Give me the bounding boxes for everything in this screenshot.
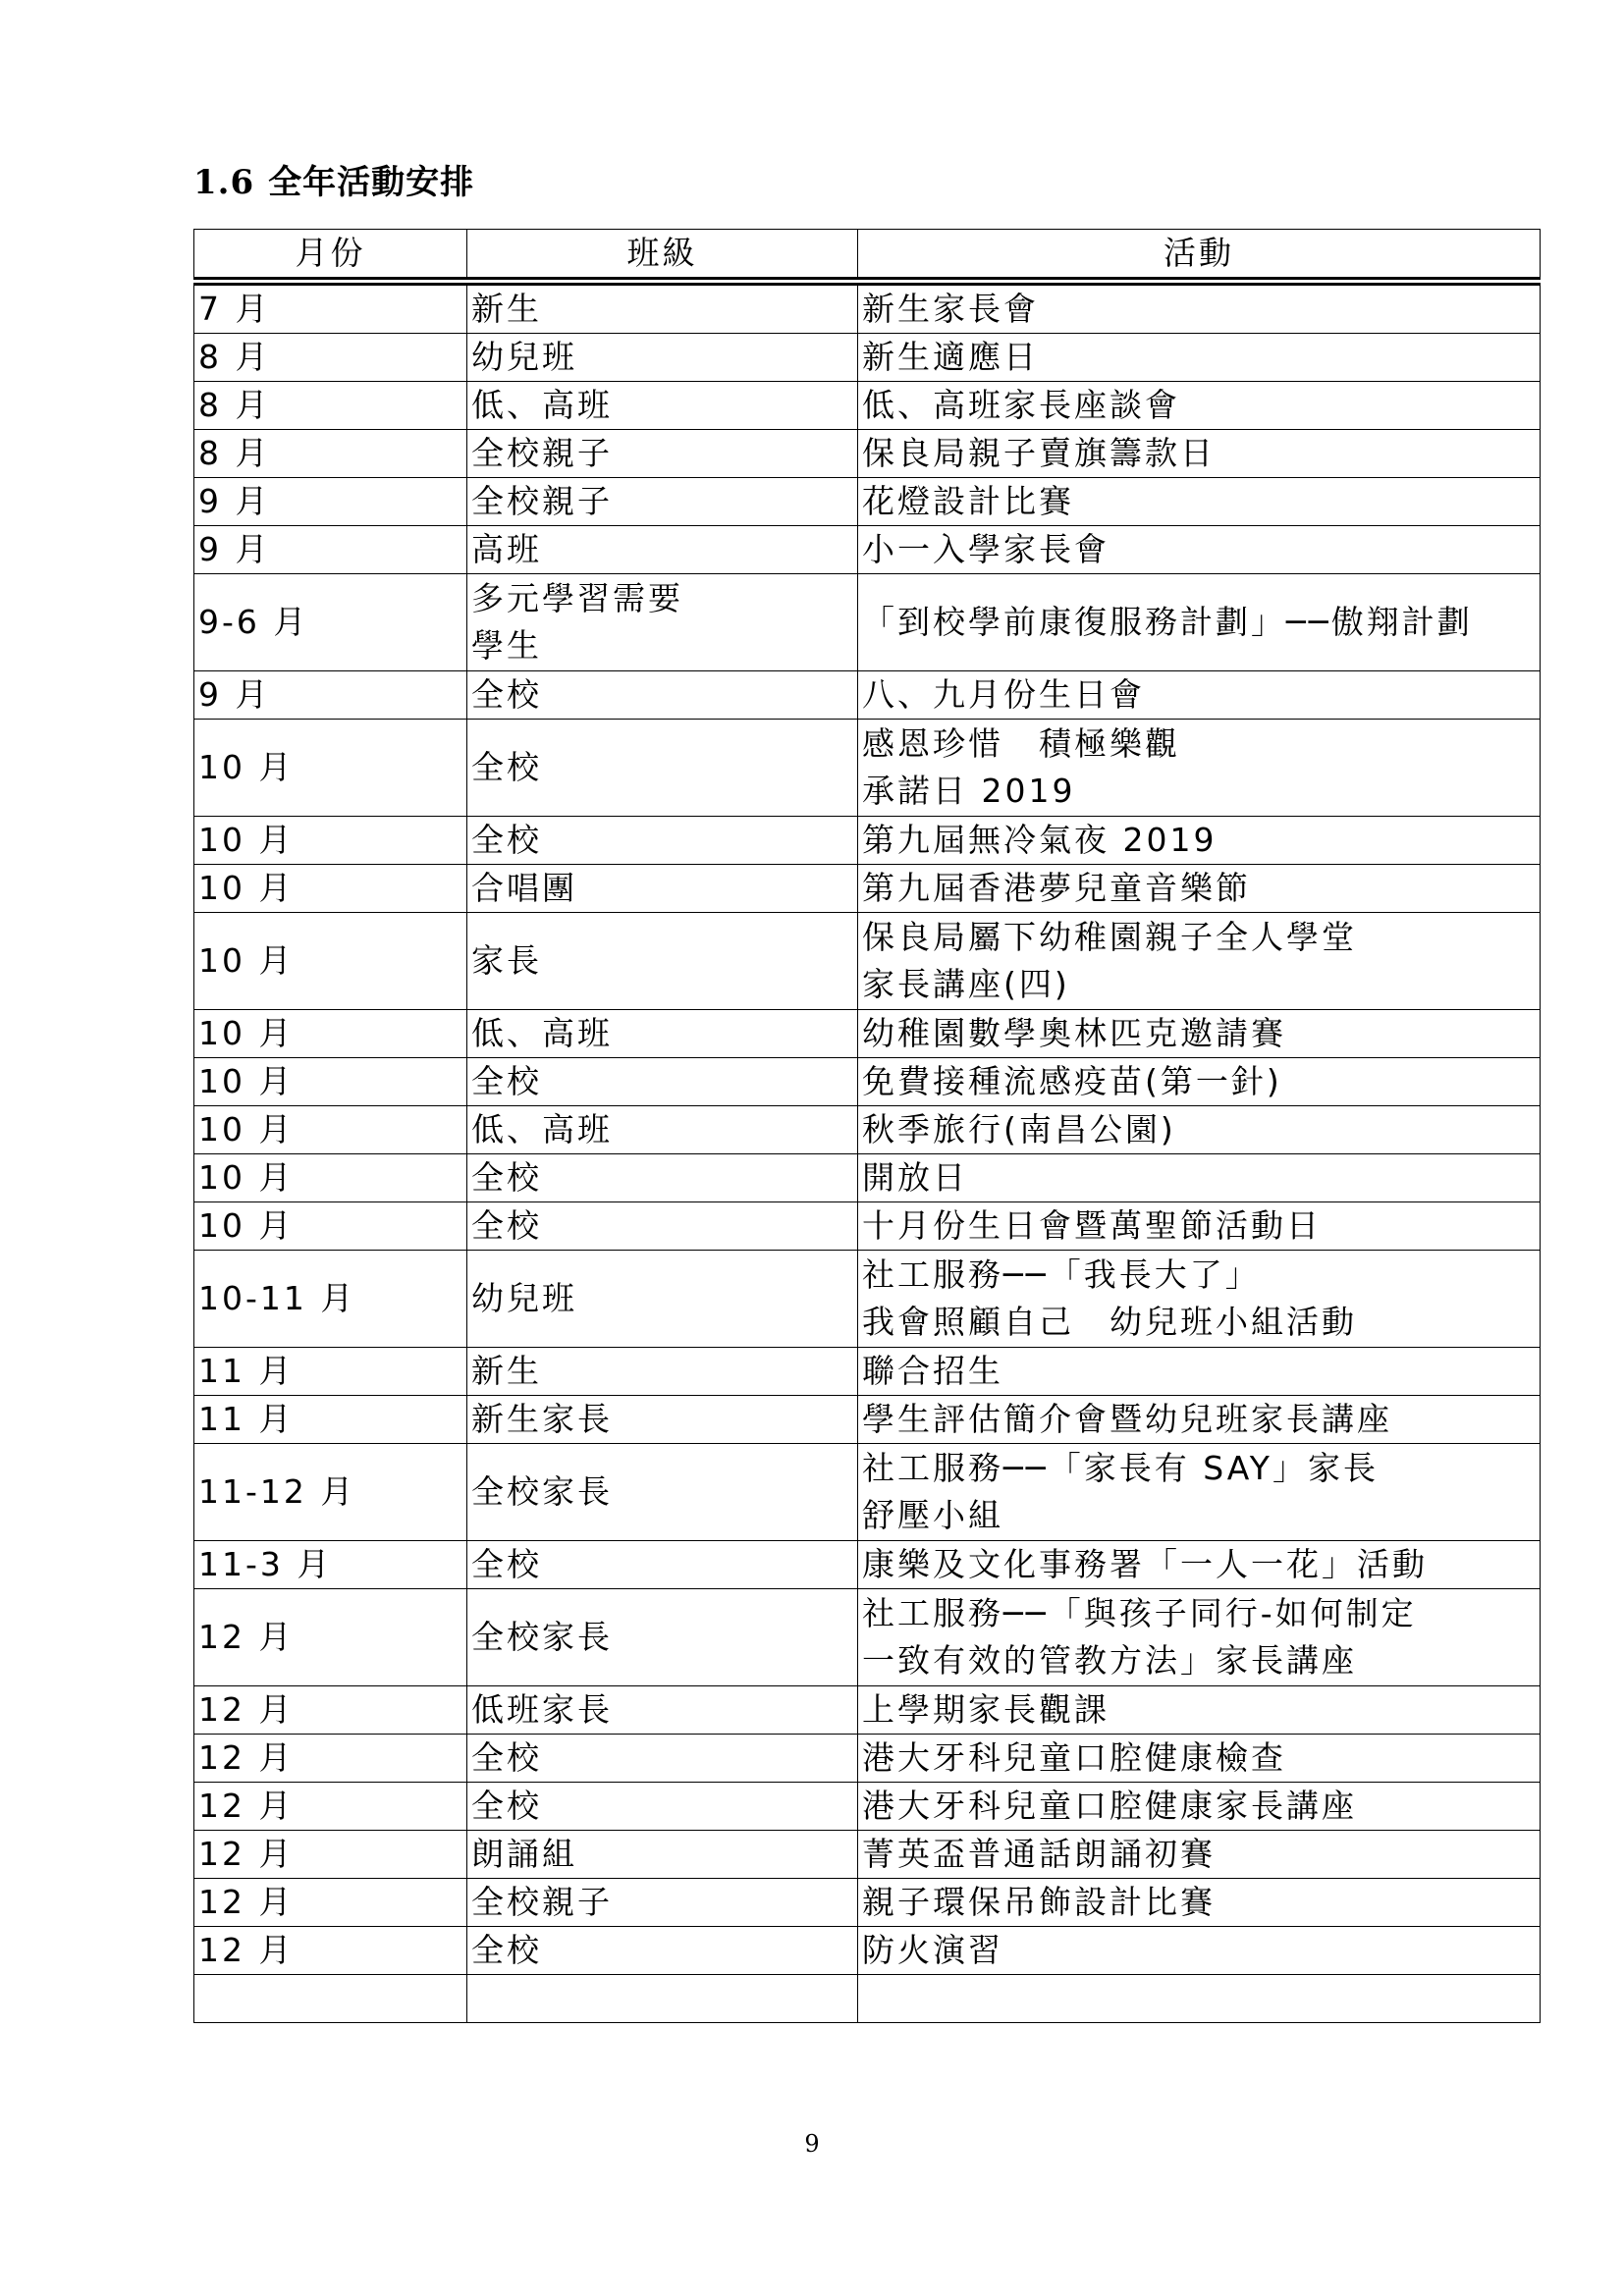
- cell-class: [467, 1010, 858, 1058]
- table-row: [194, 430, 1541, 478]
- table-row: [194, 913, 1541, 1010]
- cell-activity: [858, 1058, 1541, 1106]
- cell-month: 10 月: [194, 1010, 467, 1058]
- activity-line: 一致有效的管教方法」家長講座: [862, 1641, 1357, 1680]
- cell-month: 10 月: [194, 913, 467, 1010]
- cell-month: 11-3 月: [194, 1541, 467, 1589]
- cell-class: [467, 1541, 858, 1589]
- activity-line: 社工服務──「我長大了」: [862, 1255, 1261, 1294]
- cell-activity: [858, 1541, 1541, 1589]
- activity-line: 康樂及文化事務署「一人一花」活動: [862, 1545, 1428, 1583]
- activity-line: 家長講座(四): [862, 965, 1070, 1003]
- activity-line: 低、高班家長座談會: [862, 386, 1180, 424]
- table-row: [194, 720, 1541, 817]
- class-line: 全校親子: [471, 434, 613, 472]
- header-month: 月份: [194, 230, 467, 282]
- class-line: 家長: [471, 941, 542, 980]
- section-number: 1.6: [193, 163, 255, 202]
- activity-line: 我會照顧自己 幼兒班小組活動: [862, 1303, 1357, 1341]
- activity-line: 防火演習: [862, 1931, 1003, 1969]
- cell-month: 10 月: [194, 817, 467, 865]
- class-line: 學生: [471, 626, 542, 665]
- table-row: [194, 865, 1541, 913]
- class-line: 新生: [471, 1352, 542, 1390]
- cell-class: [467, 282, 858, 334]
- table-row: [194, 1975, 1541, 2023]
- cell-activity: [858, 671, 1541, 720]
- cell-month: 9 月: [194, 526, 467, 574]
- class-line: 全校親子: [471, 1883, 613, 1921]
- cell-class: [467, 1783, 858, 1831]
- activity-line: 八、九月份生日會: [862, 675, 1145, 714]
- table-row: [194, 382, 1541, 430]
- cell-class: [467, 865, 858, 913]
- cell-class: [467, 1154, 858, 1202]
- cell-class: [467, 1975, 858, 2023]
- cell-activity: [858, 1251, 1541, 1348]
- table-row: [194, 1735, 1541, 1783]
- table-row: [194, 1154, 1541, 1202]
- activity-line: 親子環保吊飾設計比賽: [862, 1883, 1216, 1921]
- activity-line: 舒壓小組: [862, 1496, 1003, 1534]
- activity-line: 社工服務──「家長有 SAY」家長: [862, 1449, 1379, 1487]
- table-row: [194, 334, 1541, 382]
- table-row: [194, 1202, 1541, 1251]
- cell-class: [467, 1686, 858, 1735]
- table-row: [194, 526, 1541, 574]
- cell-month: 12 月: [194, 1686, 467, 1735]
- cell-month: 12 月: [194, 1735, 467, 1783]
- cell-class: [467, 720, 858, 817]
- header-row: [194, 230, 1541, 282]
- cell-month: 8 月: [194, 334, 467, 382]
- class-line: 全校: [471, 1545, 542, 1583]
- activity-line: 小一入學家長會: [862, 530, 1110, 568]
- class-line: 高班: [471, 530, 542, 568]
- cell-month: 10 月: [194, 1106, 467, 1154]
- table-row: [194, 1396, 1541, 1444]
- class-line: 新生家長: [471, 1400, 613, 1438]
- class-line: 全校: [471, 1206, 542, 1245]
- class-line: 低班家長: [471, 1690, 613, 1729]
- cell-month: 10 月: [194, 1058, 467, 1106]
- cell-month: 10 月: [194, 1202, 467, 1251]
- class-line: 全校: [471, 821, 542, 859]
- activity-line: 第九屆無冷氣夜 2019: [862, 821, 1218, 859]
- activity-line: 第九屆香港夢兒童音樂節: [862, 869, 1251, 907]
- cell-month: 9-6 月: [194, 574, 467, 671]
- cell-month: 10-11 月: [194, 1251, 467, 1348]
- activity-line: 港大牙科兒童口腔健康檢查: [862, 1738, 1286, 1777]
- header-class: 班級: [467, 230, 858, 282]
- cell-class: [467, 671, 858, 720]
- cell-activity: [858, 1735, 1541, 1783]
- cell-month: 11 月: [194, 1348, 467, 1396]
- table-row: [194, 1251, 1541, 1348]
- cell-month: 10 月: [194, 1154, 467, 1202]
- class-line: 合唱團: [471, 869, 577, 907]
- activity-line: 學生評估簡介會暨幼兒班家長講座: [862, 1400, 1392, 1438]
- class-line: 低、高班: [471, 1110, 613, 1148]
- cell-class: [467, 1348, 858, 1396]
- cell-class: [467, 1058, 858, 1106]
- activity-line: 幼稚園數學奧林匹克邀請賽: [862, 1014, 1286, 1052]
- cell-activity: [858, 1154, 1541, 1202]
- cell-activity: [858, 1831, 1541, 1879]
- cell-month: 9 月: [194, 478, 467, 526]
- table-header: [194, 230, 1541, 282]
- cell-class: [467, 1589, 858, 1686]
- cell-class: [467, 1831, 858, 1879]
- cell-month: 7 月: [194, 282, 467, 334]
- table-row: [194, 1831, 1541, 1879]
- cell-activity: [858, 1010, 1541, 1058]
- cell-month: 10 月: [194, 865, 467, 913]
- cell-class: [467, 1735, 858, 1783]
- table-row: [194, 1348, 1541, 1396]
- table-row: [194, 1589, 1541, 1686]
- class-line: 全校: [471, 1158, 542, 1197]
- page-number: 9: [804, 2130, 820, 2158]
- cell-class: [467, 382, 858, 430]
- class-line: 全校: [471, 1787, 542, 1825]
- cell-month: 9 月: [194, 671, 467, 720]
- table-row: [194, 1541, 1541, 1589]
- cell-activity: [858, 1444, 1541, 1541]
- cell-activity: [858, 382, 1541, 430]
- section-title: 全年活動安排: [268, 163, 475, 202]
- activity-line: 秋季旅行(南昌公園): [862, 1110, 1176, 1148]
- table-body: [194, 282, 1541, 2023]
- cell-activity: [858, 865, 1541, 913]
- cell-class: [467, 1251, 858, 1348]
- cell-class: [467, 913, 858, 1010]
- table-row: [194, 817, 1541, 865]
- cell-class: [467, 334, 858, 382]
- cell-month: 8 月: [194, 430, 467, 478]
- cell-activity: [858, 1589, 1541, 1686]
- cell-month: 12 月: [194, 1927, 467, 1975]
- activity-line: 免費接種流感疫苗(第一針): [862, 1062, 1282, 1100]
- cell-activity: [858, 1975, 1541, 2023]
- class-line: 全校: [471, 748, 542, 786]
- table-row: [194, 574, 1541, 671]
- activity-line: 開放日: [862, 1158, 968, 1197]
- cell-activity: [858, 1686, 1541, 1735]
- class-line: 全校: [471, 1738, 542, 1777]
- cell-class: [467, 817, 858, 865]
- cell-activity: [858, 478, 1541, 526]
- cell-class: [467, 478, 858, 526]
- activity-line: 新生家長會: [862, 290, 1039, 328]
- cell-activity: [858, 334, 1541, 382]
- cell-class: [467, 1396, 858, 1444]
- cell-class: [467, 1106, 858, 1154]
- activity-line: 花燈設計比賽: [862, 482, 1074, 520]
- header-activity: 活動: [858, 230, 1541, 282]
- class-line: 多元學習需要: [471, 579, 683, 617]
- cell-month: 8 月: [194, 382, 467, 430]
- cell-class: [467, 574, 858, 671]
- activity-line: 感恩珍惜 積極樂觀: [862, 724, 1180, 763]
- cell-activity: [858, 1202, 1541, 1251]
- table-row: [194, 478, 1541, 526]
- cell-month: [194, 1975, 467, 2023]
- activity-line: 十月份生日會暨萬聖節活動日: [862, 1206, 1322, 1245]
- cell-class: [467, 430, 858, 478]
- activity-line: 新生適應日: [862, 338, 1039, 376]
- cell-class: [467, 526, 858, 574]
- activity-line: 上學期家長觀課: [862, 1690, 1110, 1729]
- cell-activity: [858, 526, 1541, 574]
- section-heading: [193, 155, 474, 203]
- activity-line: 承諾日 2019: [862, 772, 1076, 810]
- activity-line: 保良局親子賣旗籌款日: [862, 434, 1216, 472]
- class-line: 新生: [471, 290, 542, 328]
- table-row: [194, 1106, 1541, 1154]
- class-line: 全校家長: [471, 1618, 613, 1656]
- cell-class: [467, 1444, 858, 1541]
- cell-activity: [858, 430, 1541, 478]
- cell-class: [467, 1202, 858, 1251]
- cell-activity: [858, 1927, 1541, 1975]
- table-row: [194, 1686, 1541, 1735]
- cell-activity: [858, 913, 1541, 1010]
- class-line: 幼兒班: [471, 338, 577, 376]
- table-row: [194, 1879, 1541, 1927]
- cell-activity: [858, 282, 1541, 334]
- table-row: [194, 1010, 1541, 1058]
- cell-activity: [858, 1879, 1541, 1927]
- class-line: 全校家長: [471, 1472, 613, 1511]
- class-line: 全校: [471, 1062, 542, 1100]
- class-line: 全校: [471, 675, 542, 714]
- cell-class: [467, 1927, 858, 1975]
- cell-month: 12 月: [194, 1589, 467, 1686]
- cell-activity: [858, 1106, 1541, 1154]
- cell-month: 11 月: [194, 1396, 467, 1444]
- table-row: [194, 1927, 1541, 1975]
- table-row: [194, 1058, 1541, 1106]
- cell-month: 12 月: [194, 1879, 467, 1927]
- activity-line: 社工服務──「與孩子同行-如何制定: [862, 1594, 1417, 1632]
- class-line: 全校: [471, 1931, 542, 1969]
- class-line: 低、高班: [471, 386, 613, 424]
- cell-month: 12 月: [194, 1783, 467, 1831]
- activity-schedule-table: [193, 229, 1541, 2023]
- class-line: 低、高班: [471, 1014, 613, 1052]
- cell-activity: [858, 1396, 1541, 1444]
- class-line: 朗誦組: [471, 1835, 577, 1873]
- table-row: [194, 282, 1541, 334]
- table-row: [194, 671, 1541, 720]
- cell-activity: [858, 720, 1541, 817]
- class-line: 幼兒班: [471, 1279, 577, 1317]
- activity-line: 菁英盃普通話朗誦初賽: [862, 1835, 1216, 1873]
- activity-line: 保良局屬下幼稚園親子全人學堂: [862, 918, 1357, 956]
- cell-month: 12 月: [194, 1831, 467, 1879]
- table-row: [194, 1783, 1541, 1831]
- activity-line: 港大牙科兒童口腔健康家長講座: [862, 1787, 1357, 1825]
- cell-activity: [858, 574, 1541, 671]
- cell-activity: [858, 1348, 1541, 1396]
- class-line: 全校親子: [471, 482, 613, 520]
- cell-activity: [858, 1783, 1541, 1831]
- cell-month: 10 月: [194, 720, 467, 817]
- cell-class: [467, 1879, 858, 1927]
- activity-line: 「到校學前康復服務計劃」──傲翔計劃: [862, 603, 1473, 641]
- cell-activity: [858, 817, 1541, 865]
- activity-line: 聯合招生: [862, 1352, 1003, 1390]
- table-row: [194, 1444, 1541, 1541]
- cell-month: 11-12 月: [194, 1444, 467, 1541]
